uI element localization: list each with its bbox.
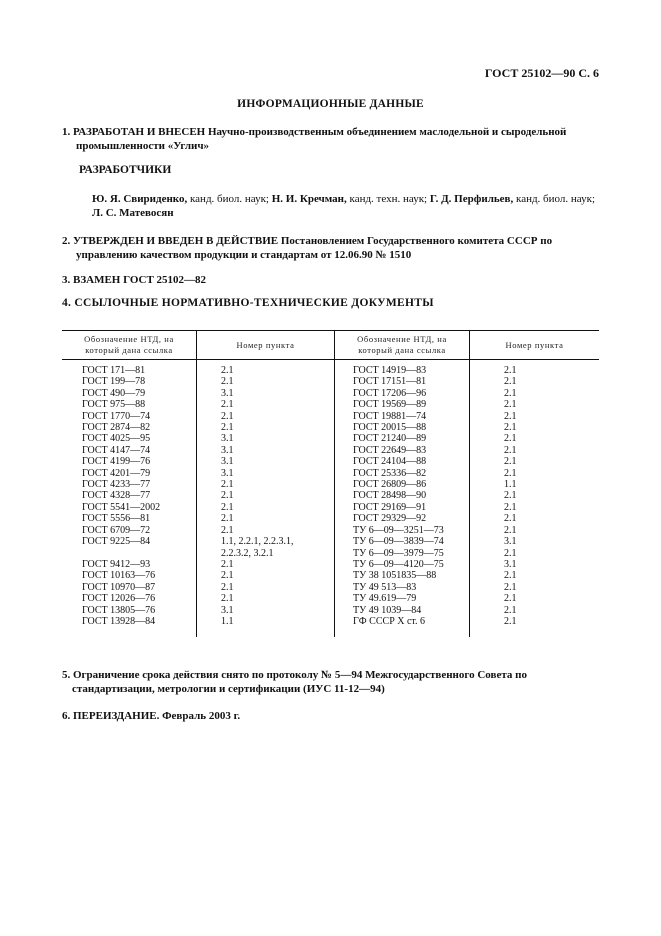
cell-clause-1: 2.1 <box>197 376 335 387</box>
header-designation-1-text: Обозначение НТД, на который дана ссылка <box>84 334 174 355</box>
cell-designation-1: ГОСТ 4328—77 <box>82 490 151 502</box>
table-row <box>62 525 599 536</box>
header-designation-2-text: Обозначение НТД, на который дана ссылка <box>357 334 447 355</box>
cell-clause-1: 2.1 <box>197 593 335 604</box>
cell-clause-1: 2.1 <box>197 513 335 524</box>
cell-clause-2: 2.1 <box>470 548 600 559</box>
cell-clause-2: 2.1 <box>470 445 600 456</box>
table-row <box>62 399 599 410</box>
cell-clause-2: 2.1 <box>470 422 600 433</box>
cell-clause-1: 2.1 <box>197 479 335 490</box>
cell-clause-1: 2.1 <box>197 525 335 536</box>
item-3: 3. ВЗАМЕН ГОСТ 25102—82 <box>62 274 207 286</box>
table-row <box>62 388 599 399</box>
header-clause-2-text: Номер пункта <box>505 339 564 350</box>
header-clause-1 <box>197 331 335 360</box>
cell-designation-1: ГОСТ 4199—76 <box>82 456 151 468</box>
developers-title: РАЗРАБОТЧИКИ <box>79 164 172 176</box>
cell-designation-2: ГФ СССР X ст. 6 <box>335 616 470 637</box>
item-2-number: 2. <box>62 235 71 247</box>
cell-clause-1: 2.2.3.2, 3.2.1 <box>197 548 335 559</box>
cell-designation-2: ГОСТ 17151—81 <box>335 376 470 387</box>
cell-clause-1: 3.1 <box>197 468 335 479</box>
cell-designation-2: ГОСТ 20015—88 <box>335 422 470 433</box>
cell-designation-1: ГОСТ 199—78 <box>82 376 146 388</box>
cell-clause-2: 2.1 <box>470 605 600 616</box>
cell-designation-1: ГОСТ 5541—2002 <box>82 501 161 513</box>
cell-clause-2: 2.1 <box>470 468 600 479</box>
cell-clause-2: 2.1 <box>470 570 600 581</box>
item-1-text: Научно-производственным объединением маслодельной и сыродельной промышленности «Углич» <box>76 126 567 152</box>
cell-designation-1: ГОСТ 5556—81 <box>82 513 151 525</box>
cell-designation-1: ГОСТ 1770—74 <box>82 410 151 422</box>
cell-clause-2: 2.1 <box>470 593 600 604</box>
table-row <box>62 582 599 593</box>
cell-designation-1: ГОСТ 9412—93 <box>82 558 151 570</box>
cell-designation-2: ГОСТ 28498—90 <box>335 490 470 501</box>
item-2-label: УТВЕРЖДЕН И ВВЕДЕН В ДЕЙСТВИЕ <box>73 235 279 247</box>
cell-clause-1: 3.1 <box>197 605 335 616</box>
reference-table <box>62 330 599 637</box>
cell-designation-2: ГОСТ 29169—91 <box>335 502 470 513</box>
cell-clause-1: 2.1 <box>197 570 335 581</box>
cell-clause-1: 3.1 <box>197 433 335 444</box>
item-4-heading: 4. ССЫЛОЧНЫЕ НОРМАТИВНО-ТЕХНИЧЕСКИЕ ДОКУМЕНТЫ <box>62 297 434 309</box>
cell-designation-2: ГОСТ 17206—96 <box>335 388 470 399</box>
cell-clause-1: 2.1 <box>197 582 335 593</box>
table-row <box>62 548 599 559</box>
cell-designation-2: ТУ 49 513—83 <box>335 582 470 593</box>
cell-clause-2: 2.1 <box>470 513 600 524</box>
table-row <box>62 605 599 616</box>
cell-clause-2: 2.1 <box>470 490 600 501</box>
cell-clause-1: 3.1 <box>197 445 335 456</box>
cell-designation-2: ТУ 6—09—3839—74 <box>335 536 470 547</box>
cell-designation-2: ТУ 6—09—3251—73 <box>335 525 470 536</box>
cell-designation-2: ТУ 49.619—79 <box>335 593 470 604</box>
cell-designation-2: ГОСТ 26809—86 <box>335 479 470 490</box>
table-row <box>62 456 599 467</box>
table-row <box>62 502 599 513</box>
cell-designation-1: ГОСТ 490—79 <box>82 387 146 399</box>
cell-designation-2: ГОСТ 25336—82 <box>335 468 470 479</box>
cell-clause-2: 2.1 <box>470 388 600 399</box>
cell-clause-2: 1.1 <box>470 479 600 490</box>
cell-clause-2: 2.1 <box>470 525 600 536</box>
cell-designation-2: ТУ 38 1051835—88 <box>335 570 470 581</box>
cell-clause-2: 3.1 <box>470 536 600 547</box>
table-row <box>62 376 599 387</box>
cell-designation-1: ГОСТ 171—81 <box>82 365 146 376</box>
cell-designation-2: ГОСТ 14919—83 <box>335 360 470 377</box>
cell-designation-2: ГОСТ 21240—89 <box>335 433 470 444</box>
developer-4-name: Л. С. Матевосян <box>92 207 174 219</box>
cell-designation-1: ГОСТ 10970—87 <box>82 581 156 593</box>
table-row <box>62 411 599 422</box>
header-designation-1 <box>62 331 197 360</box>
cell-designation-2: ТУ 6—09—4120—75 <box>335 559 470 570</box>
item-1-number: 1. <box>62 126 71 138</box>
table-body <box>62 360 599 638</box>
table-row <box>62 479 599 490</box>
cell-clause-2: 2.1 <box>470 616 600 637</box>
table-row <box>62 570 599 581</box>
cell-clause-1: 1.1, 2.2.1, 2.2.3.1, <box>197 536 335 547</box>
cell-clause-2: 2.1 <box>470 582 600 593</box>
header-designation-2 <box>335 331 470 360</box>
cell-clause-1: 2.1 <box>197 422 335 433</box>
table-row <box>62 360 599 377</box>
cell-clause-2: 2.1 <box>470 411 600 422</box>
cell-designation-2: ГОСТ 22649—83 <box>335 445 470 456</box>
page-header: ГОСТ 25102—90 С. 6 <box>484 66 599 80</box>
cell-designation-2: ГОСТ 19881—74 <box>335 411 470 422</box>
cell-designation-1: ГОСТ 4201—79 <box>82 467 151 479</box>
table-row <box>62 593 599 604</box>
table-row <box>62 513 599 524</box>
cell-clause-2: 2.1 <box>470 456 600 467</box>
developer-2-degree: канд. техн. наук; <box>346 193 430 205</box>
developer-3-degree: канд. биол. наук; <box>513 193 595 205</box>
developer-1-name: Ю. Я. Свириденко, <box>92 193 188 205</box>
cell-designation-1: ГОСТ 12026—76 <box>82 593 156 605</box>
cell-designation-2: ГОСТ 29329—92 <box>335 513 470 524</box>
developer-1-degree: канд. биол. наук; <box>187 193 272 205</box>
cell-designation-1: ГОСТ 4233—77 <box>82 479 151 491</box>
item-2 <box>62 234 614 262</box>
item-1 <box>62 125 614 153</box>
cell-designation-1: ГОСТ 13805—76 <box>82 604 156 616</box>
table-row <box>62 445 599 456</box>
cell-designation-1 <box>62 548 197 559</box>
cell-clause-1: 3.1 <box>197 388 335 399</box>
cell-clause-2: 2.1 <box>470 360 600 377</box>
cell-clause-2: 2.1 <box>470 502 600 513</box>
header-clause-1-text: Номер пункта <box>236 339 295 350</box>
cell-designation-1: ГОСТ 4147—74 <box>82 444 151 456</box>
cell-designation-2: ГОСТ 24104—88 <box>335 456 470 467</box>
cell-designation-1: ГОСТ 10163—76 <box>82 570 156 582</box>
cell-clause-1: 2.1 <box>197 399 335 410</box>
table-row <box>62 559 599 570</box>
cell-designation-1: ГОСТ 2874—82 <box>82 422 151 434</box>
table-row <box>62 536 599 547</box>
developer-3-name: Г. Д. Перфильев, <box>429 193 514 205</box>
cell-clause-1: 3.1 <box>197 456 335 467</box>
cell-clause-1: 2.1 <box>197 559 335 570</box>
developers-list <box>92 192 600 220</box>
table-row <box>62 433 599 444</box>
table-row <box>62 468 599 479</box>
section-title: ИНФОРМАЦИОННЫЕ ДАННЫЕ <box>237 98 424 110</box>
table-row <box>62 616 599 637</box>
item-2-text: Постановлением Государственного комитета СССР по управлению качеством продукции и стандартам от 12.06.90 № 1510 <box>76 235 553 261</box>
cell-designation-1: ГОСТ 13928—84 <box>82 615 156 627</box>
cell-clause-2: 2.1 <box>470 399 600 410</box>
cell-clause-2: 3.1 <box>470 559 600 570</box>
cell-designation-2: ТУ 6—09—3979—75 <box>335 548 470 559</box>
cell-clause-2: 2.1 <box>470 376 600 387</box>
cell-clause-1: 2.1 <box>197 502 335 513</box>
table-row <box>62 490 599 501</box>
cell-designation-2: ТУ 49 1039—84 <box>335 605 470 616</box>
table-header-row <box>62 331 599 360</box>
cell-designation-1: ГОСТ 9225—84 <box>82 536 151 548</box>
cell-clause-1: 1.1 <box>197 616 335 637</box>
cell-clause-2: 2.1 <box>470 433 600 444</box>
cell-clause-1: 2.1 <box>197 360 335 377</box>
cell-designation-1: ГОСТ 975—88 <box>82 399 146 411</box>
item-1-label: РАЗРАБОТАН И ВНЕСЕН <box>73 126 206 138</box>
cell-designation-2: ГОСТ 19569—89 <box>335 399 470 410</box>
table-row <box>62 422 599 433</box>
item-5: 5. Ограничение срока действия снято по протоколу № 5—94 Межгосударственного Совета по стандартизации, метрологии и сертификации (ИУС 11-12—94) <box>62 669 527 695</box>
cell-clause-1: 2.1 <box>197 411 335 422</box>
cell-designation-1: ГОСТ 4025—95 <box>82 433 151 445</box>
cell-clause-1: 2.1 <box>197 490 335 501</box>
header-clause-2 <box>470 331 600 360</box>
developer-2-name: Н. И. Кречман, <box>271 193 347 205</box>
item-6: 6. ПЕРЕИЗДАНИЕ. Февраль 2003 г. <box>62 710 241 722</box>
cell-designation-1: ГОСТ 6709—72 <box>82 524 151 536</box>
